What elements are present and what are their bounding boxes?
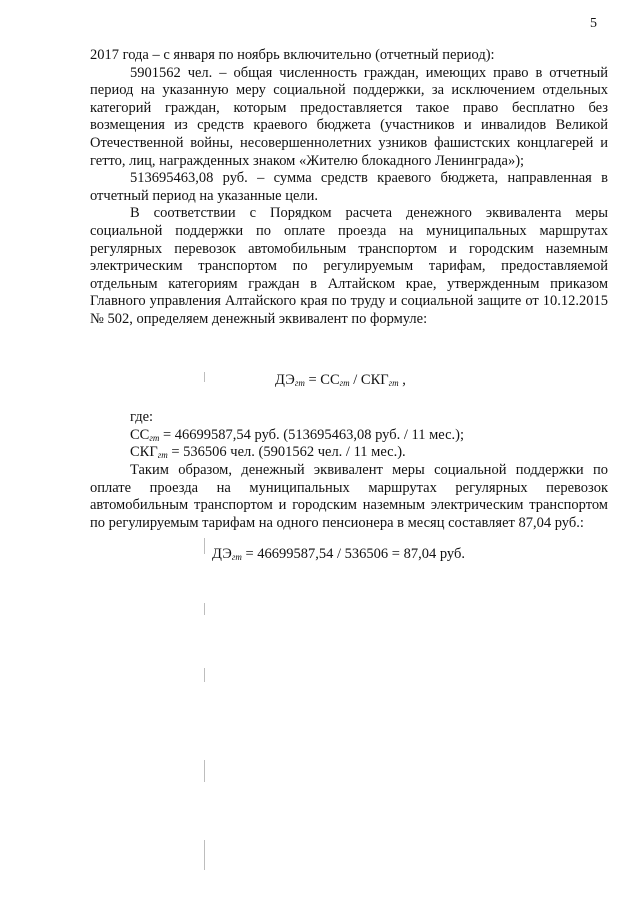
scan-artifact-line xyxy=(204,840,205,870)
formula-legend xyxy=(130,409,608,462)
formula-de-symbol: ДЭ xyxy=(275,372,295,388)
result-de-symbol: ДЭ xyxy=(212,546,232,562)
cc-value: = 46699587,54 руб. (513695463,08 руб. / 11 мес.); xyxy=(159,426,464,443)
result-subscript: гт xyxy=(231,552,242,562)
skg-name: СКГ xyxy=(130,444,158,461)
where-label: где: xyxy=(130,409,154,425)
cc-name: СС xyxy=(130,426,150,443)
scan-artifact-line xyxy=(204,668,205,682)
formula-skg-part: / СКГ xyxy=(349,372,389,388)
body-text xyxy=(90,47,608,329)
skg-definition xyxy=(130,444,608,462)
scan-artifact-line xyxy=(204,760,205,782)
formula-subscript: гт xyxy=(294,378,305,388)
cc-definition xyxy=(130,427,608,445)
formula-subscript: гт xyxy=(388,378,399,388)
formula-cc-part: = СС xyxy=(304,372,340,388)
paragraph-citizens-count: 5901562 чел. – общая численность граждан, имеющих право в отчетный период на указанную меру социальной поддержки, за исключением отдельных категорий граждан, которым предоставляется такое право бесплатно без возмещения из средств краевого бюджета (участников и инвалидов Великой Отечественной войны, несовершеннолетних узников фашистских концлагерей и гетто, лиц, награжденных знаком «Жителю блокадного Ленинграда»); xyxy=(90,64,608,169)
paragraph-reporting-period: 2017 года – с января по ноябрь включительно (отчетный период): xyxy=(90,47,495,63)
paragraph-calculation-order: В соответствии с Порядком расчета денежного эквивалента меры социальной поддержки по оплате проезда на муниципальных маршрутах регулярных перевозок автомобильным транспортом и городским наземным электрическим транспортом по регулируемым тарифам, предоставляемой отдельным категориям граждан в Алтайском крае, утвержденным приказом Главного управления Алтайского края по труду и социальной защите от 10.12.2015 № 502, определяем денежный эквивалент по формуле: xyxy=(90,205,608,327)
formula-result xyxy=(212,546,465,563)
formula-end: , xyxy=(398,372,406,388)
scan-artifact-line xyxy=(204,372,205,382)
skg-value: = 536506 чел. (5901562 чел. / 11 мес.). xyxy=(167,444,406,461)
conclusion-block xyxy=(90,462,608,532)
formula-definition xyxy=(275,372,406,389)
skg-subscript: гт xyxy=(157,450,168,461)
scan-artifact-line xyxy=(204,603,205,615)
result-expression: = 46699587,54 / 536506 = 87,04 руб. xyxy=(241,546,465,562)
formula-subscript: гт xyxy=(339,378,350,388)
paragraph-budget-sum: 513695463,08 руб. – сумма средств краевого бюджета, направленная в отчетный период на указанные цели. xyxy=(90,170,608,204)
paragraph-conclusion: Таким образом, денежный эквивалент меры социальной поддержки по оплате проезда на муниципальных маршрутах регулярных перевозок автомобильным транспортом и городским наземным электрическим транспортом по регулируемым тарифам на одного пенсионера в месяц составляет 87,04 руб.: xyxy=(90,462,608,531)
page-number: 5 xyxy=(590,16,597,31)
cc-subscript: гт xyxy=(149,432,160,443)
scan-artifact-line xyxy=(204,538,205,554)
